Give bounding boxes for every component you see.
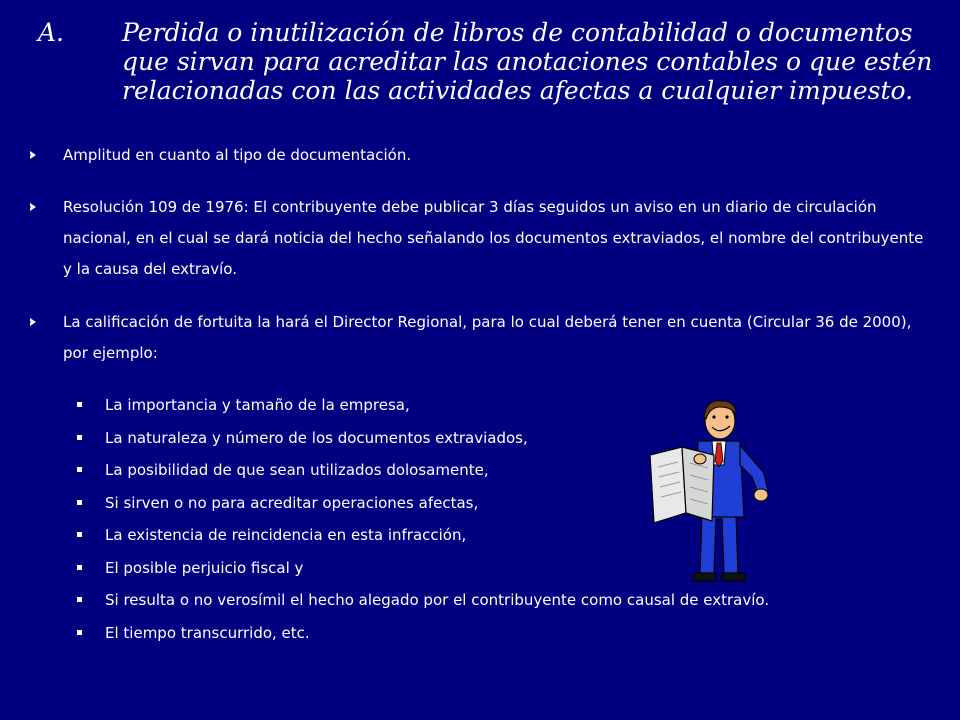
bullet-text: Amplitud en cuanto al tipo de documentación. [63, 146, 412, 164]
sub-bullet-text: El posible perjuicio fiscal y [105, 558, 304, 577]
sub-bullet-text: Si resulta o no verosímil el hecho alegado por el contribuyente como causal de extravío. [105, 591, 770, 609]
sub-bullet-item [75, 584, 855, 617]
square-bullet-icon [77, 467, 82, 472]
square-bullet-icon [77, 565, 82, 570]
title-text: Perdida o inutilización de libros de contabilidad o documentos que sirvan para acreditar las anotaciones contables o que estén relacionadas con las actividades afectas a cualquier impuesto. [122, 18, 933, 105]
sub-bullet-list [75, 389, 855, 649]
slide-title [36, 18, 941, 105]
sub-bullet-item [75, 454, 855, 487]
sub-bullet-text: El tiempo transcurrido, etc. [105, 623, 310, 642]
square-bullet-icon [77, 597, 82, 602]
arrow-bullet-icon [30, 203, 36, 211]
square-bullet-icon [77, 630, 82, 635]
sub-bullet-item [75, 552, 855, 585]
bullet-text: Resolución 109 de 1976: El contribuyente debe publicar 3 días seguidos un aviso en un diario de circulación nacional, en el cual se dará noticia del hecho señalando los documentos extraviados, el nombre del contribuyente y la causa del extravío. [63, 198, 924, 278]
square-bullet-icon [77, 500, 82, 505]
bullet-text: La calificación de fortuita la hará el Director Regional, para lo cual deberá tener en cuenta (Circular 36 de 2000), por ejemplo: [63, 313, 912, 362]
square-bullet-icon [77, 435, 82, 440]
sub-bullet-item [75, 487, 855, 520]
arrow-bullet-icon [30, 318, 36, 326]
sub-bullet-text: Si sirven o no para acreditar operaciones afectas, [105, 493, 479, 512]
title-marker: A. [38, 18, 65, 47]
sub-bullet-item [75, 519, 855, 552]
sub-bullet-text: La posibilidad de que sean utilizados dolosamente, [105, 461, 489, 479]
square-bullet-icon [77, 532, 82, 537]
sub-bullet-text: La existencia de reincidencia en esta infracción, [105, 526, 467, 544]
sub-bullet-text: La naturaleza y número de los documentos extraviados, [105, 428, 528, 447]
sub-bullet-item [75, 422, 855, 455]
bullet-item [30, 140, 930, 171]
sub-bullet-text: La importancia y tamaño de la empresa, [105, 396, 410, 414]
square-bullet-icon [77, 402, 82, 407]
sub-bullet-item [75, 389, 855, 422]
bullet-item [30, 307, 930, 369]
sub-bullet-item [75, 617, 855, 650]
bullet-item [30, 192, 930, 285]
main-bullet-list [30, 140, 930, 369]
arrow-bullet-icon [30, 151, 36, 159]
